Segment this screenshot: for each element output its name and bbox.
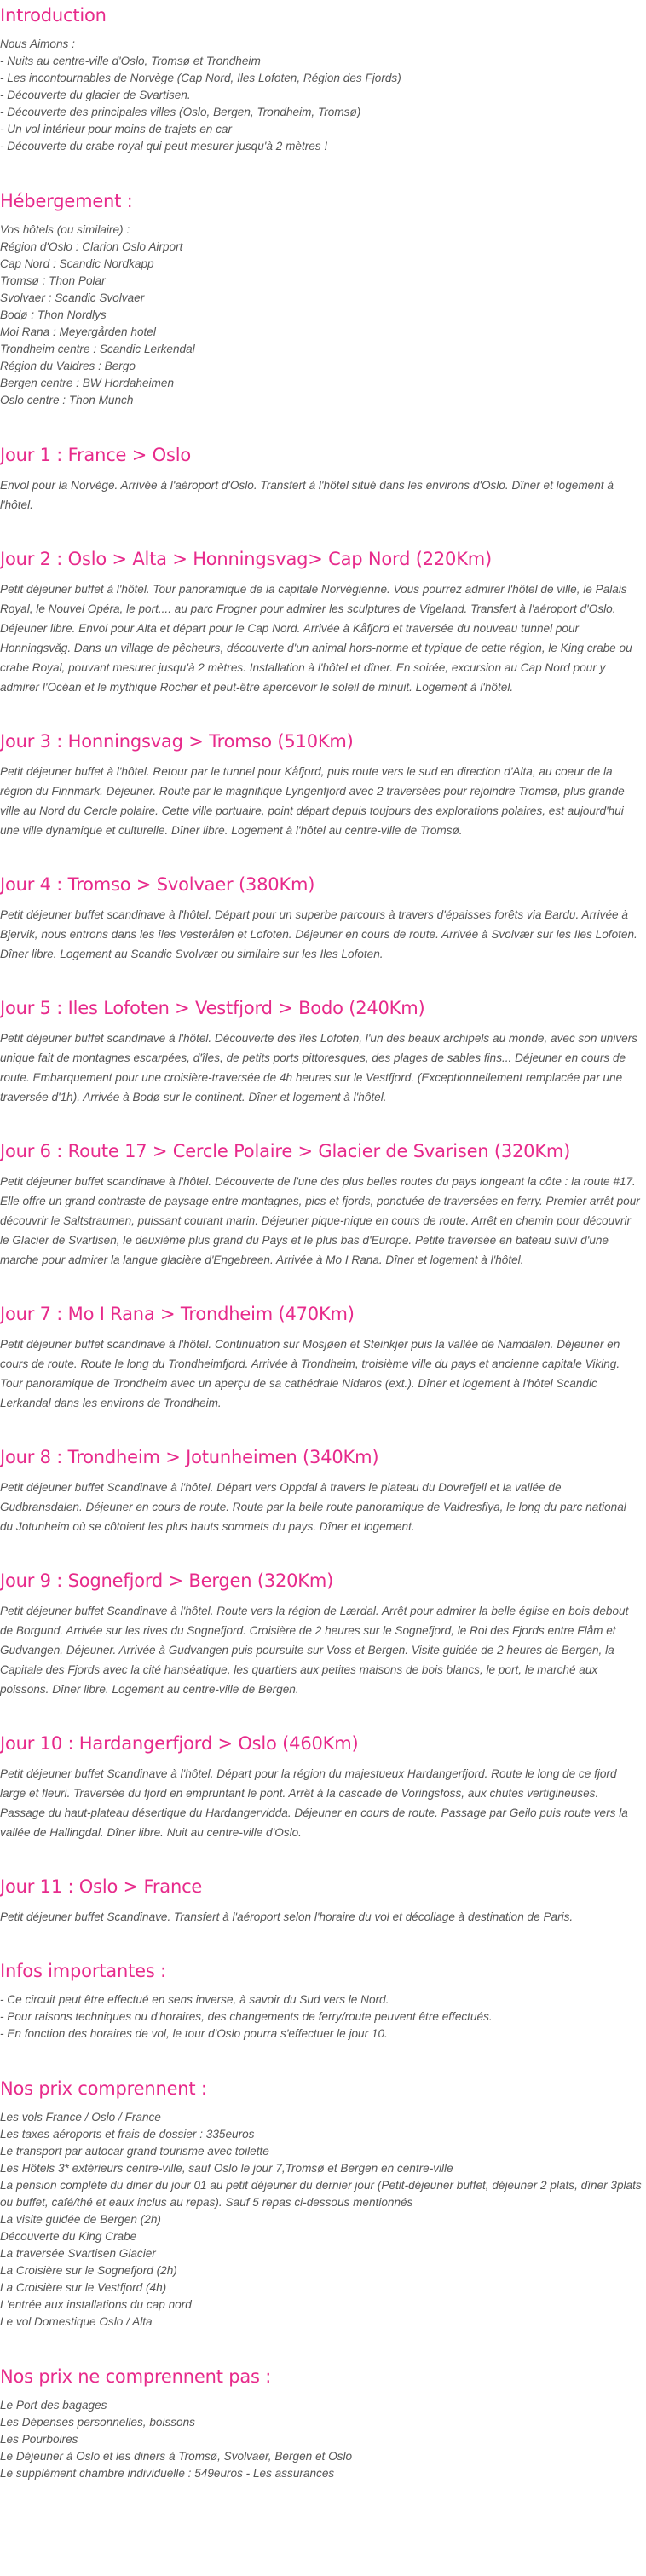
list-item: - Un vol intérieur pour moins de trajets en car [0,123,232,135]
day-3-section [0,729,646,840]
list-item: - Ce circuit peut être effectué en sens inverse, à savoir du Sud vers le Nord. [0,1993,389,2006]
list-item: Bergen centre : BW Hordaheimen [0,377,175,389]
day-description: Petit déjeuner buffet scandinave à l'hôtel. Départ pour un superbe parcours à travers d'épaisses forêts via Bardu. Arrivée à Bjervik, nous entrons dans les îles Vesterålen et Lofoten. Déjeuner en cours de route. Arrivée à Svolvær sur les Iles Lofoten. Dîner libre. Logement au Scandic Svolvær ou similaire sur les Iles Lofoten. [0,908,637,960]
day-description: Petit déjeuner buffet à l'hôtel. Retour par le tunnel pour Kåfjord, puis route vers le sud en direction d'Alta, au coeur de la région du Finnmark. Déjeuner. Route par le magnifique Lyngenfjord avec 2 traversées pour rejoindre Tromsø, plus grande ville au Nord du Cercle polaire. Cette ville portuaire, point départ depuis toujours des explorations polaires, est aujourd'hui une ville dynamique et culturelle. Dîner libre. Logement à l'hôtel au centre-ville de Tromsø. [0,765,625,837]
list-item: - Les incontournables de Norvège (Cap Nord, Iles Lofoten, Région des Fjords) [0,72,401,84]
day-title: Jour 9 : Sognefjord > Bergen (320Km) [0,1570,334,1591]
prix-inclus-lines [0,2109,646,2331]
day-description: Petit déjeuner buffet Scandinave à l'hôtel. Route vers la région de Lærdal. Arrêt pour admirer la belle église en bois debout de Borgund. Arrivée sur les rives du Sognefjord. Croisière de 2 heures sur le Sognefjord, le Roi des Fjords entre Flåm et Gudvangen. Déjeuner. Arrivée à Gudvangen puis poursuite sur Voss et Bergen. Visite guidée de 2 heures de Bergen, la Capitale des Fjords avec la cité hanséatique, les quartiers aux petites maisons de bois blancs, le port, le marché aux poissons. Dîner libre. Logement au centre-ville de Bergen. [0,1605,629,1696]
list-item: Moi Rana : Meyergården hotel [0,326,156,338]
section-title: Hébergement : [0,191,133,211]
list-item: Région du Valdres : Bergo [0,360,136,372]
prix-inclus-section [0,2077,646,2331]
list-item: La Croisière sur le Sognefjord (2h) [0,2264,177,2277]
day-description: Petit déjeuner buffet Scandinave à l'hôtel. Départ vers Oppdal à travers le plateau du Dovrefjell et la vallée de Gudbransdalen. Déjeuner en cours de route. Route par la belle route panoramique de Valdresflya, le long du parc national du Jotunheim où se côtoient les plus hauts sommets du pays. Dîner et logement. [0,1481,626,1533]
day-title: Jour 8 : Trondheim > Jotunheimen (340Km) [0,1447,379,1467]
list-item: La traversée Svartisen Glacier [0,2247,156,2260]
day-description: Petit déjeuner buffet scandinave à l'hôtel. Continuation sur Mosjøen et Steinkjer puis la vallée de Namdalen. Déjeuner en cours de route. Route le long du Trondheimfjord. Arrivée à Trondheim, troisième ville du pays et ancienne capitale Viking. Tour panoramique de Trondheim avec un aperçu de sa cathédrale Nidaros (ext.). Dîner et logement à l'hôtel Scandic Lerkandal dans les environs de Trondheim. [0,1338,620,1409]
list-item: - Découverte du glacier de Svartisen. [0,89,191,101]
list-item: Le Déjeuner à Oslo et les diners à Tromsø, Svolvaer, Bergen et Oslo [0,2450,353,2463]
list-item: - Nuits au centre-ville d'Oslo, Tromsø et Trondheim [0,55,261,67]
section-title: Nos prix ne comprennent pas : [0,2366,272,2387]
list-item: Bodø : Thon Nordlys [0,308,107,321]
day-title: Jour 4 : Tromso > Svolvaer (380Km) [0,874,315,895]
list-item: La pension complète du diner du jour 01 au petit déjeuner du dernier jour (Petit-déjeuner buffet, déjeuner 2 plats, dîner 3plats ou buffet, café/thé et eaux inclus au repas). Sauf 5 repas ci-dessous mentionnés [0,2179,642,2209]
day-title: Jour 5 : Iles Lofoten > Vestfjord > Bodo (240Km) [0,998,425,1018]
list-item: Les Hôtels 3* extérieurs centre-ville, sauf Oslo le jour 7,Tromsø et Bergen en centre-ville [0,2162,453,2175]
section-title: Infos importantes : [0,1961,166,1981]
hebergement-section [0,189,646,409]
list-item: L'entrée aux installations du cap nord [0,2298,192,2311]
day-title: Jour 6 : Route 17 > Cercle Polaire > Glacier de Svarisen (320Km) [0,1141,571,1161]
intro-section [0,3,646,155]
list-item: - Pour raisons techniques ou d'horaires, des changements de ferry/route peuvent être effectués. [0,2010,493,2023]
list-item: Cap Nord : Scandic Nordkapp [0,257,154,270]
day-description: Petit déjeuner buffet Scandinave. Transfert à l'aéroport selon l'horaire du vol et décollage à destination de Paris. [0,1910,574,1923]
list-item: - En fonction des horaires de vol, le tour d'Oslo pourra s'effectuer le jour 10. [0,2027,388,2040]
list-item: Le transport par autocar grand tourisme avec toilette [0,2145,269,2158]
day-title: Jour 7 : Mo I Rana > Trondheim (470Km) [0,1304,355,1324]
intro-lines [0,36,646,155]
day-title: Jour 10 : Hardangerfjord > Oslo (460Km) [0,1733,359,1754]
day-1-section [0,443,646,515]
list-item: Le vol Domestique Oslo / Alta [0,2315,153,2328]
day-description: Envol pour la Norvège. Arrivée à l'aéroport d'Oslo. Transfert à l'hôtel situé dans les environs d'Oslo. Dîner et logement à l'hôtel. [0,479,614,511]
list-item: Découverte du King Crabe [0,2230,137,2243]
day-description: Petit déjeuner buffet scandinave à l'hôtel. Découverte de l'une des plus belles routes du pays longeant la côte : la route #17. Elle offre un grand contraste de paysage entre montagnes, pics et fjords, ponctuée de traversées en ferry. Premier arrêt pour découvrir le Saltstraumen, puissant courant marin. Déjeuner pique-nique en cours de route. Arrêt en chemin pour découvrir le Glacier de Svartisen, le deuxième plus grand du Pays et le plus bas d'Europe. Petite traversée en bateau suivi d'une marche pour admirer la langue glacière d'Engebreen. Arrivée à Mo I Rana. Dîner et logement à l'hôtel. [0,1175,640,1266]
list-item: La visite guidée de Bergen (2h) [0,2213,161,2226]
day-description: Petit déjeuner buffet Scandinave à l'hôtel. Départ pour la région du majestueux Hardangerfjord. Route le long de ce fjord large et fleuri. Traversée du fjord en empruntant le pont. Arrêt à la cascade de Voringsfoss, aux chutes vertigineuses. Passage du haut-plateau désertique du Hardangervidda. Déjeuner en cours de route. Passage par Geilo puis route vers la vallée de Hallingdal. Dîner libre. Nuit au centre-ville d'Oslo. [0,1767,628,1839]
section-title: Nos prix comprennent : [0,2078,207,2099]
day-title: Jour 2 : Oslo > Alta > Honningsvag> Cap Nord (220Km) [0,549,493,569]
day-5-section [0,996,646,1107]
day-8-section [0,1445,646,1536]
list-item: Le Port des bagages [0,2399,107,2412]
list-item: Les taxes aéroports et frais de dossier : 335euros [0,2128,255,2141]
list-item: Région d'Oslo : Clarion Oslo Airport [0,240,183,253]
infos-section [0,1959,646,2043]
infos-lines [0,1991,646,2043]
day-9-section [0,1569,646,1699]
list-item: Les vols France / Oslo / France [0,2111,161,2124]
list-item: - Découverte des principales villes (Oslo, Bergen, Trondheim, Tromsø) [0,106,361,118]
day-description: Petit déjeuner buffet scandinave à l'hôtel. Découverte des îles Lofoten, l'un des beaux archipels au monde, avec son univers unique fait de montagnes escarpées, d'îles, de petits ports pittoresques, des plages de sables fins... Déjeuner en cours de route. Embarquement pour une croisière-traversée de 4h heures sur le Vestfjord. (Exceptionnellement remplacée par une traversée d'1h). Arrivée à Bodø sur le continent. Dîner et logement à l'hôtel. [0,1032,638,1104]
list-item: Nous Aimons : [0,37,75,50]
list-item: Trondheim centre : Scandic Lerkendal [0,343,195,355]
list-item: Les Dépenses personnelles, boissons [0,2416,195,2429]
day-2-section [0,547,646,697]
hebergement-lines [0,222,646,409]
day-6-section [0,1139,646,1270]
day-description: Petit déjeuner buffet à l'hôtel. Tour panoramique de la capitale Norvégienne. Vous pourrez admirer l'hôtel de ville, le Palais Royal, le Nouvel Opéra, le port.... au parc Frogner pour admirer les sculptures de Vigeland. Transfert à l'aéroport d'Oslo. Déjeuner libre. Envol pour Alta et départ pour le Cap Nord. Arrivée à Kåfjord et traversée du nouveau tunnel pour Honningsvåg. Dans un village de pêcheurs, découverte d'un animal hors-norme et typique de cette région, le King crabe ou crabe Royal, pouvant mesurer jusqu'à 2 mètres. Installation à l'hôtel et dîner. En soirée, excursion au Cap Nord pour y admirer l'Océan et le mythique Rocher et peut-être apercevoir le soleil de minuit. Logement à l'hôtel. [0,583,632,694]
day-title: Jour 11 : Oslo > France [0,1876,203,1897]
list-item: Tromsø : Thon Polar [0,274,106,287]
list-item: Le supplément chambre individuelle : 549euros - Les assurances [0,2467,335,2480]
list-item: Oslo centre : Thon Munch [0,394,134,406]
list-item: Vos hôtels (ou similaire) : [0,223,130,236]
prix-exclus-section [0,2365,646,2482]
day-11-section [0,1875,646,1927]
day-4-section [0,873,646,964]
list-item: La Croisière sur le Vestfjord (4h) [0,2281,167,2294]
day-10-section [0,1732,646,1842]
day-7-section [0,1302,646,1413]
prix-exclus-lines [0,2397,646,2482]
list-item: Svolvaer : Scandic Svolvaer [0,291,145,304]
list-item: - Découverte du crabe royal qui peut mesurer jusqu'à 2 mètres ! [0,140,328,153]
day-title: Jour 3 : Honningsvag > Tromso (510Km) [0,731,354,752]
list-item: Les Pourboires [0,2433,78,2446]
section-title: Introduction [0,5,107,26]
day-title: Jour 1 : France > Oslo [0,445,191,465]
